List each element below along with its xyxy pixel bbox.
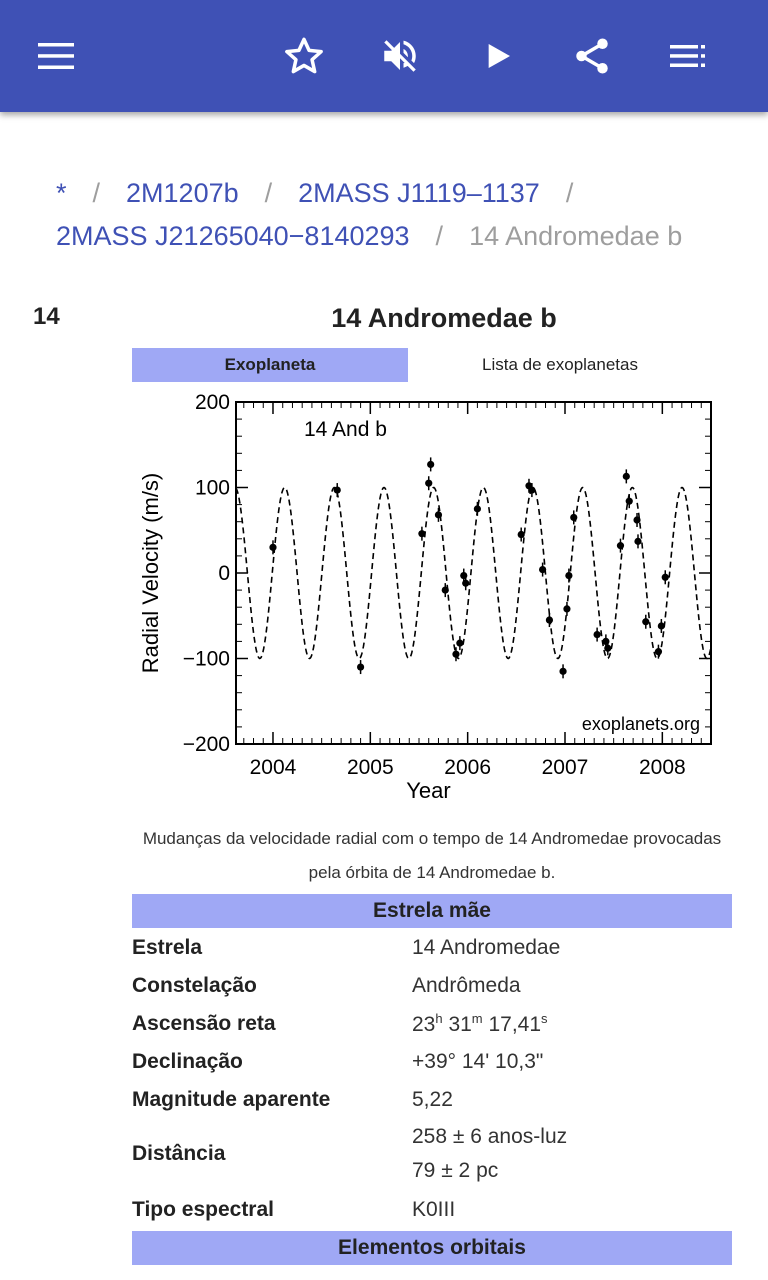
chart-watermark: exoplanets.org: [581, 714, 700, 734]
row-value: Andrômeda: [412, 974, 521, 997]
x-tick-label: 2005: [346, 756, 394, 779]
x-axis-label: Year: [406, 778, 451, 803]
infobox-tabs: [132, 348, 712, 382]
data-point: [427, 461, 434, 468]
ra-seconds-unit: s: [541, 1011, 548, 1026]
app-bar: [0, 0, 768, 112]
breadcrumb-separator: /: [92, 178, 101, 208]
y-axis-label: Radial Velocity (m/s): [138, 472, 163, 674]
row-value: [412, 1011, 732, 1037]
row-value: +39° 14' 10,3": [412, 1050, 544, 1073]
row-value: [412, 1120, 732, 1188]
row-declinacao: [132, 1043, 732, 1081]
play-icon: [482, 40, 514, 72]
row-label: Distância: [132, 1142, 226, 1165]
data-point: [655, 648, 662, 655]
ra-hours-unit: h: [435, 1011, 443, 1026]
data-point: [539, 566, 546, 573]
volume-off-icon: [379, 35, 421, 77]
ra-hours: 23: [412, 1013, 436, 1036]
x-tick-label: 2004: [249, 756, 297, 779]
data-point: [634, 538, 641, 545]
breadcrumb: [56, 172, 746, 258]
data-point: [617, 542, 624, 549]
data-point: [546, 616, 553, 623]
data-point: [334, 486, 341, 493]
data-point: [626, 498, 633, 505]
list-icon: [668, 41, 708, 71]
data-point: [357, 663, 364, 670]
row-magnitude-aparente: [132, 1081, 732, 1119]
x-tick-label: 2006: [444, 756, 492, 779]
data-point: [418, 530, 425, 537]
x-tick-label: 2007: [541, 756, 589, 779]
data-point: [435, 511, 442, 518]
data-point: [462, 580, 469, 587]
radial-velocity-chart: [132, 390, 732, 810]
distance-parsecs: 79 ± 2 pc: [412, 1159, 499, 1182]
row-label: Declinação: [132, 1050, 243, 1073]
chart-title: 14 And b: [304, 418, 387, 441]
share-icon: [571, 35, 613, 77]
row-label: Constelação: [132, 974, 257, 997]
row-label: Magnitude aparente: [132, 1088, 331, 1111]
data-point: [442, 587, 449, 594]
breadcrumb-current: 14 Andromedae b: [469, 221, 683, 251]
x-tick-label: 2008: [638, 756, 686, 779]
breadcrumb-separator: /: [565, 178, 574, 208]
favorite-button[interactable]: [276, 28, 332, 84]
data-point: [604, 645, 611, 652]
row-label: Ascensão reta: [132, 1012, 276, 1035]
menu-button[interactable]: [28, 28, 84, 84]
share-button[interactable]: [564, 28, 620, 84]
data-point: [594, 631, 601, 638]
row-tipo-espectral: [132, 1191, 732, 1229]
data-point: [642, 618, 649, 625]
y-tick-label: 0: [218, 562, 230, 585]
mute-button[interactable]: [372, 28, 428, 84]
y-tick-label: −100: [182, 647, 230, 671]
plot-frame: [236, 402, 711, 744]
data-point: [474, 505, 481, 512]
breadcrumb-link-2mass-j1119[interactable]: 2MASS J1119–1137: [298, 178, 540, 208]
row-value: 5,22: [412, 1088, 453, 1111]
breadcrumb-separator: /: [264, 178, 273, 208]
menu-icon: [36, 41, 76, 71]
data-point: [528, 486, 535, 493]
data-point: [559, 668, 566, 675]
side-number: 14: [33, 303, 60, 330]
tab-exoplaneta[interactable]: Exoplaneta: [132, 348, 408, 382]
data-point: [565, 572, 572, 579]
data-point: [662, 574, 669, 581]
row-label: Tipo espectral: [132, 1198, 274, 1221]
section-header-parent-star: Estrela mãe: [132, 894, 732, 928]
contents-button[interactable]: [660, 28, 716, 84]
ra-minutes-unit: m: [471, 1011, 483, 1026]
star-icon: [283, 35, 325, 77]
row-ascensao-reta: [132, 1005, 732, 1043]
data-point: [456, 640, 463, 647]
row-estrela: [132, 929, 732, 967]
ra-minutes: 31: [448, 1013, 472, 1036]
chart-caption: Mudanças da velocidade radial com o tempo de 14 Andromedae provocadas pela órbita de 14 Andromedae b.: [142, 829, 722, 882]
breadcrumb-link-2m1207b[interactable]: 2M1207b: [126, 178, 239, 208]
ra-seconds: 17,41: [488, 1013, 542, 1036]
data-point: [452, 651, 459, 658]
breadcrumb-link-home[interactable]: *: [56, 178, 67, 208]
row-distancia: [132, 1119, 732, 1189]
y-tick-label: 100: [194, 476, 230, 500]
tab-lista-de-exoplanetas[interactable]: Lista de exoplanetas: [482, 355, 638, 374]
model-curve: [236, 488, 711, 659]
data-point: [518, 531, 525, 538]
chart-svg: [132, 390, 732, 810]
y-tick-label: 200: [194, 391, 230, 414]
data-point: [623, 473, 630, 480]
breadcrumb-link-2mass-j21265040[interactable]: 2MASS J21265040−8140293: [56, 221, 410, 251]
section-header-orbital-elements: Elementos orbitais: [132, 1231, 732, 1265]
row-value: 14 Andromedae: [412, 936, 561, 959]
breadcrumb-separator: /: [435, 221, 444, 251]
y-tick-label: −200: [182, 733, 230, 756]
distance-light-years: 258 ± 6 anos-luz: [412, 1125, 568, 1148]
data-point: [570, 514, 577, 521]
data-point: [633, 516, 640, 523]
play-button[interactable]: [470, 28, 526, 84]
data-point: [658, 622, 665, 629]
infobox-title: 14 Andromedae b: [331, 303, 557, 333]
row-label: Estrela: [132, 936, 203, 959]
data-point: [425, 480, 432, 487]
data-point: [269, 544, 276, 551]
row-constelacao: [132, 967, 732, 1005]
row-value: K0III: [412, 1198, 456, 1221]
data-point: [563, 605, 570, 612]
